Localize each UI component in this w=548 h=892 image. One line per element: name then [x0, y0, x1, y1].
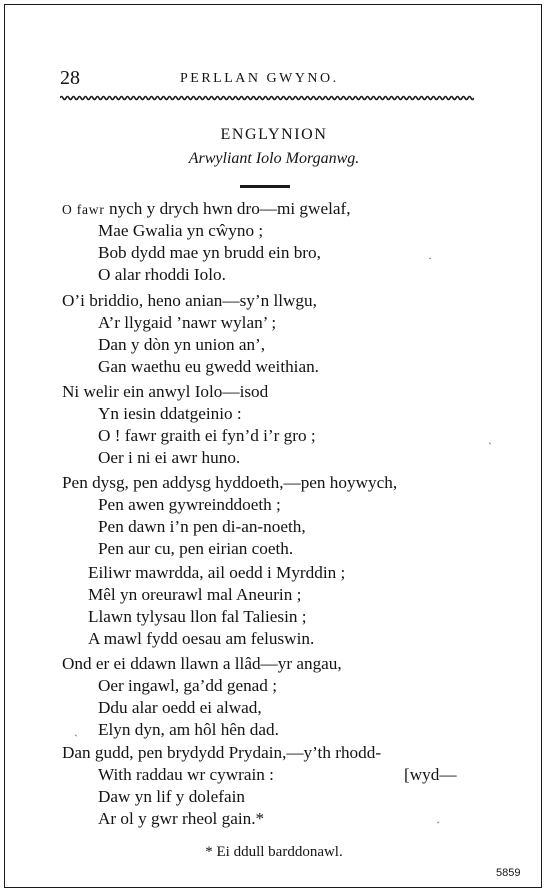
poem-line: Mae Gwalia yn cŵyno ; [98, 221, 264, 240]
poem-line: O alar rhoddi Iolo. [98, 265, 226, 284]
poem-line: Ni welir ein anwyl Iolo—isod [62, 382, 269, 401]
print-speck: ˊ [436, 819, 440, 833]
poem-line: A’r llygaid ’nawr wylan’ ; [98, 313, 277, 332]
poem-line: Eiliwr mawrdda, ail oedd i Myrddin ; [88, 563, 346, 582]
section-title: ENGLYNION [220, 126, 328, 143]
poem-line: Ddu alar oedd ei alwad, [98, 698, 262, 717]
poem-line: Pen awen gywreinddoeth ; [98, 495, 281, 514]
poem-line: Pen aur cu, pen eirian coeth. [98, 539, 294, 558]
print-speck: · [428, 251, 432, 265]
poem-line: Pen dawn i’n pen di-an-noeth, [98, 517, 306, 536]
poem-line: O fawr nych y drych hwn dro—mi gwelaf, [62, 199, 351, 218]
section-subtitle: Arwyliant Iolo Morganwg. [188, 150, 360, 167]
poem-line: Daw yn lif y dolefain [98, 787, 246, 806]
poem-line: Pen dysg, pen addysg hyddoeth,—pen hoywych, [62, 473, 398, 492]
poem-line: O ! fawr graith ei fyn’d i’r gro ; [98, 426, 316, 445]
poem-line: Mêl yn oreurawl mal Aneurin ; [88, 585, 302, 604]
page-number: 28 [60, 67, 80, 89]
poem-line: Ond er ei ddawn llawn a llâd—yr angau, [62, 654, 342, 673]
poem-line: A mawl fydd oesau am feluswin. [88, 629, 315, 648]
print-speck: ˎ [488, 431, 492, 445]
poem-line: Oer i ni ei awr huno. [98, 448, 241, 467]
print-speck: ˏ [74, 723, 78, 737]
poem-line: Bob dydd mae yn brudd ein bro, [98, 243, 321, 262]
poem-line: Elyn dyn, am hôl hên dad. [98, 720, 279, 739]
poem-line: Gan waethu eu gwedd weithian. [98, 357, 319, 376]
verse-continuation: [wyd— [404, 765, 457, 784]
poem-line: Dan gudd, pen brydydd Prydain,—y’th rhodd- [62, 743, 382, 762]
scan-id: 5859 [496, 867, 521, 879]
poem-line: Yn iesin ddatgeinio : [98, 404, 242, 423]
poem-line: With raddau wr cywrain : [98, 765, 274, 784]
footnote: * Ei ddull barddonawl. [205, 844, 343, 860]
small-caps-lead: O fawr [62, 202, 105, 217]
running-head: PERLLAN GWYNO. [180, 71, 339, 86]
poem-line: Oer ingawl, ga’dd genad ; [98, 676, 277, 695]
poem-line: Dan y dòn yn union an’, [98, 335, 266, 354]
poem-line: Llawn tylysau llon fal Taliesin ; [88, 607, 307, 626]
poem-line: O’i briddio, heno anian—sy’n llwgu, [62, 291, 317, 310]
poem-line: Ar ol y gwr rheol gain.* [98, 809, 265, 828]
